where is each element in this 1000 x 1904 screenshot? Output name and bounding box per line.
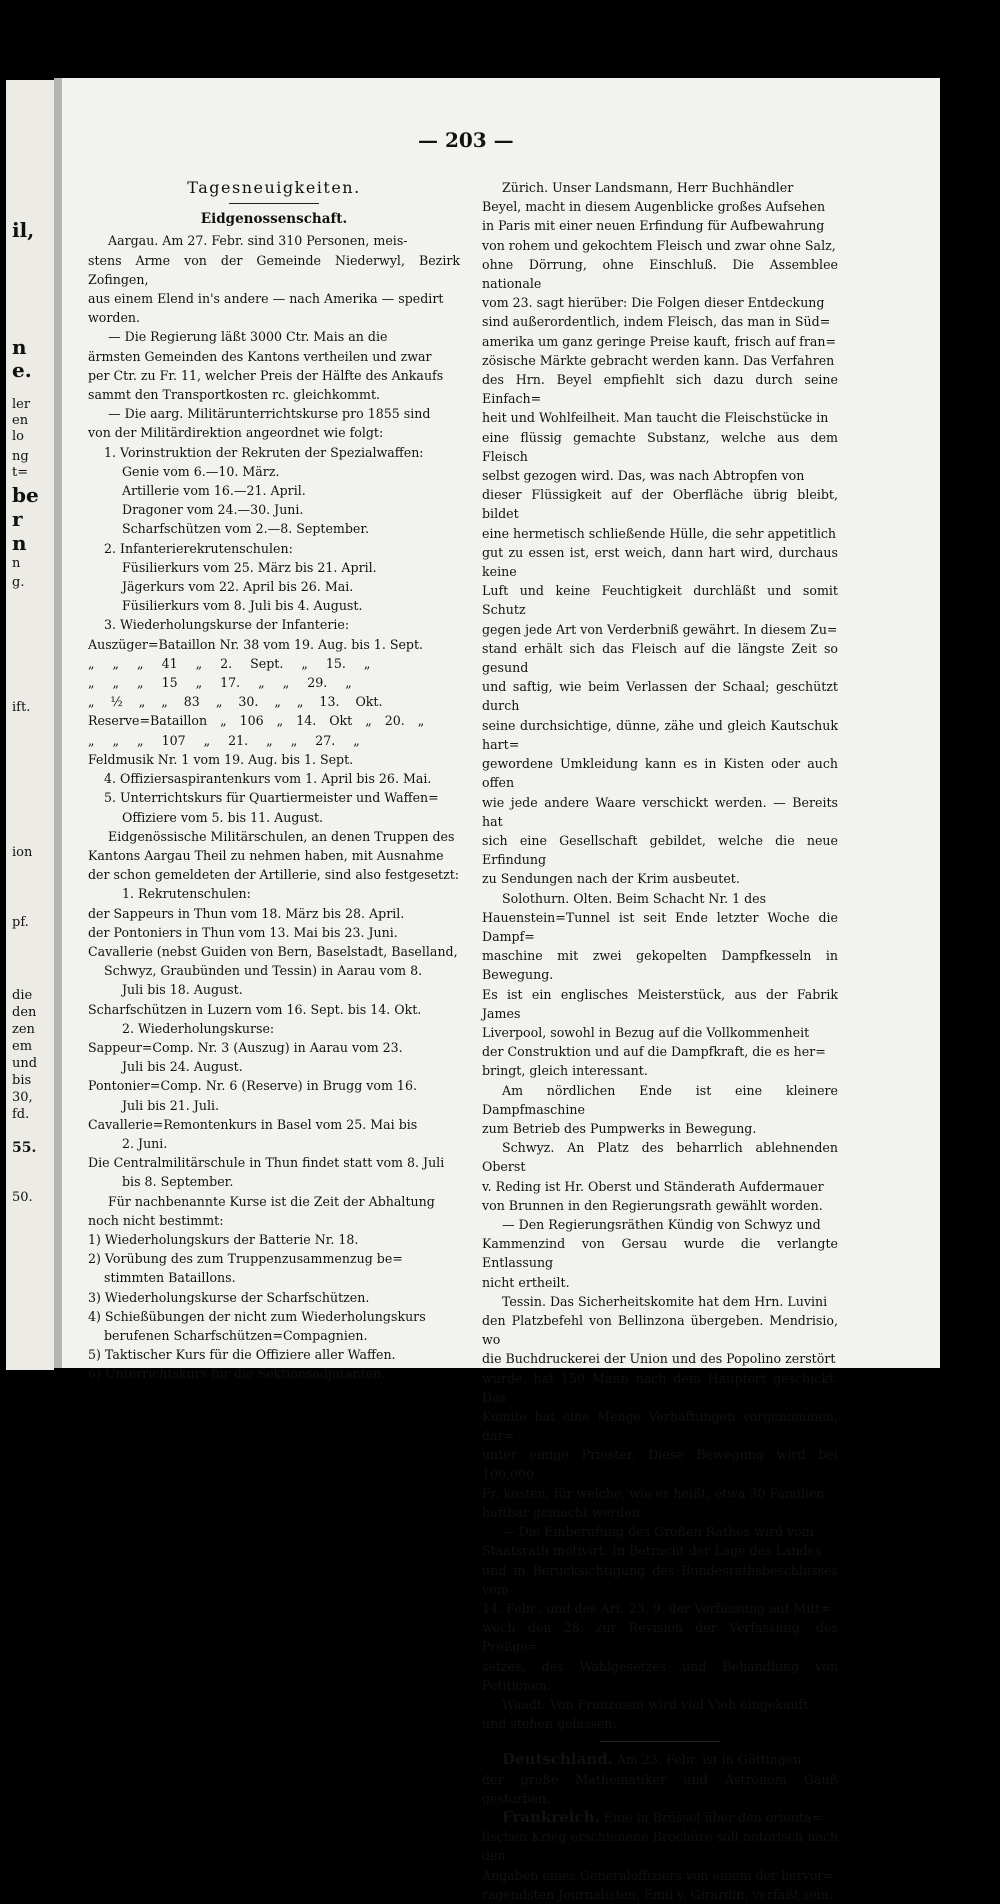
text-line: Juli bis 18. August. bbox=[122, 982, 243, 998]
fragment: ift. bbox=[12, 700, 31, 715]
book-gutter bbox=[54, 78, 62, 1368]
text-line: „ „ „ 107 „ 21. „ „ 27. „ bbox=[88, 732, 360, 748]
text-line: Jägerkurs vom 22. April bis 26. Mai. bbox=[122, 579, 354, 595]
text-line: 4) Schießübungen der nicht zum Wiederholungskurs bbox=[88, 1308, 426, 1324]
text-line: Solothurn. Olten. Beim Schacht Nr. 1 des bbox=[502, 890, 767, 906]
text-line: eine hermetisch schließende Hülle, die sehr appetitlich bbox=[482, 525, 837, 541]
fragment: t= bbox=[12, 465, 29, 480]
text-line: maschine mit zwei gekopelten Dampfkesseln in Bewegung. bbox=[482, 948, 838, 983]
text-line: des Hrn. Beyel empfiehlt sich dazu durch seine Einfach= bbox=[482, 372, 838, 407]
text-line: Cavallerie=Remontenkurs in Basel vom 25. Mai bis bbox=[88, 1116, 418, 1132]
text-line: und in Berücksichtigung des Bundesrathsbeschlusses vom bbox=[482, 1562, 838, 1597]
text-line: — Die Einberufung des Großen Rathes wird vom bbox=[502, 1524, 814, 1540]
text-line: der Construktion und auf die Dampfkraft, die es her= bbox=[482, 1044, 826, 1060]
text-line: berufenen Scharfschützen=Compagnien. bbox=[104, 1327, 368, 1343]
text-line: die Buchdruckerei der Union und des Popolino zerstört bbox=[482, 1351, 836, 1367]
text-line: Staatsrath motivirt: In Betracht der Lage des Landes bbox=[482, 1543, 822, 1559]
text-line: gut zu essen ist, erst weich, dann hart wird, durchaus keine bbox=[482, 544, 838, 580]
text-line: Scharfschützen in Luzern vom 16. Sept. bis 14. Okt. bbox=[88, 1001, 422, 1017]
text-line: Sappeur=Comp. Nr. 3 (Auszug) in Aarau vom 23. bbox=[88, 1039, 403, 1055]
text-line: den Platzbefehl von Bellinzona übergeben. Mendrisio, wo bbox=[482, 1312, 838, 1348]
fragment: den bbox=[12, 1005, 37, 1020]
text-line: vom 23. sagt hierüber: Die Folgen dieser Entdeckung bbox=[482, 295, 825, 311]
text-line: Kantons Aargau Theil zu nehmen haben, mit Ausnahme bbox=[88, 847, 444, 863]
text-line: Zürich. Unser Landsmann, Herr Buchhändler bbox=[502, 180, 794, 195]
fragment: bis bbox=[12, 1073, 32, 1088]
text-line: Juli bis 24. August. bbox=[122, 1059, 243, 1075]
text-line: 2. Infanterierekrutenschulen: bbox=[104, 540, 293, 556]
text-line: bis 8. September. bbox=[122, 1174, 234, 1190]
text-line: 6) Unterrichtskurs für die Sektionsadjutanten. bbox=[88, 1366, 386, 1382]
text-line: in Paris mit einer neuen Erfindung für Aufbewahrung bbox=[482, 218, 825, 234]
section-rule bbox=[600, 1741, 720, 1742]
text-line: 2) Vorübung des zum Truppenzusammenzug be= bbox=[88, 1251, 403, 1267]
deutschland-paragraph bbox=[482, 1750, 838, 1769]
fragment: zen bbox=[12, 1022, 35, 1037]
text-line: Cavallerie (nebst Guiden von Bern, Baselstadt, Baselland, bbox=[88, 943, 458, 959]
fragment: lo bbox=[12, 429, 24, 444]
fragment: 30, bbox=[12, 1090, 33, 1105]
text-line: Schwyz, Graubünden und Tessin) in Aarau vom 8. bbox=[104, 963, 423, 979]
text-line: Komite hat eine Menge Verhaftungen vorgenommen, dar= bbox=[482, 1409, 838, 1444]
text-line: ärmsten Gemeinden des Kantons vertheilen und zwar bbox=[88, 348, 432, 364]
text-line: amerika um ganz geringe Preise kauft, frisch auf fran= bbox=[482, 333, 837, 349]
text-line: noch nicht bestimmt: bbox=[88, 1212, 224, 1228]
text-line: Eidgenössische Militärschulen, an denen Truppen des bbox=[108, 828, 455, 844]
text-line: Eine in Brüssel über den orienta= bbox=[599, 1810, 823, 1826]
text-line: 1) Wiederholungskurs der Batterie Nr. 18. bbox=[88, 1231, 359, 1247]
text-line: Kammenzind von Gersau wurde die verlangte Entlassung bbox=[482, 1236, 838, 1271]
text-line: Scharfschützen vom 2.—8. September. bbox=[122, 521, 370, 537]
text-line: und stehen gelassen. bbox=[482, 1716, 617, 1732]
text-line: „ ½ „ „ 83 „ 30. „ „ 13. Okt. bbox=[88, 694, 383, 710]
text-line: v. Reding ist Hr. Oberst und Ständerath Aufdermauer bbox=[482, 1178, 824, 1194]
text-line: selbst gezogen wird. Das, was nach Abtropfen von bbox=[482, 468, 805, 484]
text-line: bringt, gleich interessant. bbox=[482, 1063, 648, 1079]
text-line: sich eine Gesellschaft gebildet, welche die neue Erfindung bbox=[482, 832, 838, 868]
fragment: g. bbox=[12, 575, 25, 590]
text-line: „ „ „ 15 „ 17. „ „ 29. „ bbox=[88, 675, 352, 691]
fragment: pf. bbox=[12, 915, 29, 930]
fragment: n bbox=[12, 531, 27, 555]
text-line: 5. Unterrichtskurs für Quartiermeister und Waffen= bbox=[104, 790, 439, 806]
text-line: Füsilierkurs vom 8. Juli bis 4. August. bbox=[122, 598, 363, 614]
text-line: worden. bbox=[88, 310, 141, 326]
text-line: der schon gemeldeten der Artillerie, sind also festgesetzt: bbox=[88, 867, 460, 883]
fragment: fd. bbox=[12, 1107, 30, 1122]
text-line: 1. Vorinstruktion der Rekruten der Spezialwaffen: bbox=[104, 444, 424, 460]
text-line: zu Sendungen nach der Krim ausbeutet. bbox=[482, 871, 740, 887]
text-line: Aargau. Am 27. Febr. sind 310 Personen, meis- bbox=[108, 233, 408, 249]
text-line: Offiziere vom 5. bis 11. August. bbox=[122, 809, 324, 825]
text-line: Reserve=Bataillon „ 106 „ 14. Okt „ 20. „ bbox=[88, 713, 425, 729]
text-line: zösische Märkte gebracht werden kann. Das Verfahren bbox=[482, 352, 835, 368]
text-line: von rohem und gekochtem Fleisch und zwar ohne Salz, bbox=[482, 237, 836, 253]
text-line: Genie vom 6.—10. März. bbox=[122, 463, 280, 479]
facing-page-edge bbox=[6, 80, 54, 1370]
text-line: Am nördlichen Ende ist eine kleinere Dampfmaschine bbox=[482, 1082, 838, 1117]
text-line: Beyel, macht in diesem Augenblicke großes Aufsehen bbox=[482, 199, 826, 215]
text-line: — Den Regierungsräthen Kündig von Schwyz und bbox=[502, 1216, 821, 1232]
text-line: Am 23. Febr. ist in Göttingen bbox=[612, 1752, 802, 1768]
text-line: 2. Wiederholungskurse: bbox=[122, 1020, 275, 1036]
text-line: haftbar gemacht werden. bbox=[482, 1505, 645, 1521]
text-line: stens Arme von der Gemeinde Niederwyl, Bezirk Zofingen, bbox=[88, 252, 460, 287]
fragment: r bbox=[12, 507, 23, 531]
fragment: be bbox=[12, 483, 39, 507]
right-column bbox=[482, 178, 838, 1904]
text-line: Angaben eines Generaloffiziers von einem der hervor= bbox=[482, 1867, 834, 1883]
text-line: Pontonier=Comp. Nr. 6 (Reserve) in Brugg vom 16. bbox=[88, 1078, 417, 1094]
text-line: Füsilierkurs vom 25. März bis 21. April. bbox=[122, 559, 377, 575]
text-line: — Die Regierung läßt 3000 Ctr. Mais an die bbox=[108, 329, 388, 345]
text-line: Luft und keine Feuchtigkeit durchläßt und somit Schutz bbox=[482, 583, 838, 618]
fragment: ng bbox=[12, 449, 29, 464]
text-line: 14. Febr., und des Art. 23, 9. der Verfassung auf Mitt= bbox=[482, 1601, 831, 1617]
text-line: setzes, des Wahlgesetzes und Behandlung von Petitionen. bbox=[482, 1658, 838, 1693]
text-line: Schwyz. An Platz des beharrlich ablehnenden Oberst bbox=[482, 1140, 838, 1175]
frankreich-heading: Frankreich. bbox=[502, 1808, 600, 1827]
text-line: und saftig, wie beim Verlassen der Schaal; geschützt durch bbox=[482, 679, 838, 714]
section-subheading: Eidgenossenschaft. bbox=[200, 211, 348, 228]
text-line: zum Betrieb des Pumpwerks in Bewegung. bbox=[482, 1120, 757, 1136]
text-line: 1. Rekrutenschulen: bbox=[122, 886, 251, 902]
text-line: der Sappeurs in Thun vom 18. März bis 28. April. bbox=[88, 905, 405, 921]
text-line: ragendsten Journalisten, Emil v. Girardin, verfaßt sein. bbox=[482, 1886, 833, 1902]
text-line: stand erhält sich das Fleisch auf die längste Zeit so gesund bbox=[482, 640, 838, 676]
text-line: Artillerie vom 16.—21. April. bbox=[122, 483, 306, 499]
fragment: und bbox=[12, 1056, 38, 1071]
text-line: Hauenstein=Tunnel ist seit Ende letzter Woche die Dampf= bbox=[482, 909, 838, 944]
section-heading: Tagesneuigkeiten. bbox=[187, 178, 361, 197]
text-line: Dragoner vom 24.—30. Juni. bbox=[122, 502, 304, 518]
text-line: der Pontoniers in Thun vom 13. Mai bis 23. Juni. bbox=[88, 924, 398, 940]
text-line: Für nachbenannte Kurse ist die Zeit der Abhaltung bbox=[108, 1193, 435, 1209]
text-line: lischen Krieg erschienene Brochüre soll notorisch nach den bbox=[482, 1829, 838, 1864]
fragment: e. bbox=[12, 358, 32, 382]
text-line: ohne Dörrung, ohne Einschluß. Die Assemblee nationale bbox=[482, 256, 838, 292]
fragment: ion bbox=[12, 845, 33, 860]
text-line: woch den 28. zur Revision der Verfassung, des Preßge= bbox=[482, 1620, 838, 1655]
text-line: per Ctr. zu Fr. 11, welcher Preis der Hälfte des Ankaufs bbox=[88, 367, 444, 383]
text-line: — Die aarg. Militärunterrichtskurse pro 1855 sind bbox=[108, 406, 431, 422]
text-line: „ „ „ 41 „ 2. Sept. „ 15. „ bbox=[88, 655, 371, 671]
text-line: gewordene Umkleidung kann es in Kisten oder auch offen bbox=[482, 756, 838, 791]
text-line: Es ist ein englisches Meisterstück, aus der Fabrik James bbox=[482, 986, 838, 1021]
text-line: 4. Offiziersaspirantenkurs vom 1. April bis 26. Mai. bbox=[104, 771, 432, 787]
heading-rule bbox=[229, 203, 319, 204]
text-line: 3) Wiederholungskurse der Scharfschützen. bbox=[88, 1289, 370, 1305]
text-line: von Brunnen in den Regierungsrath gewählt worden. bbox=[482, 1197, 823, 1213]
fragment: die bbox=[12, 988, 33, 1003]
text-line: Liverpool, sowohl in Bezug auf die Vollkommenheit bbox=[482, 1024, 810, 1040]
page-number: — 203 — bbox=[418, 128, 514, 152]
text-line: von der Militärdirektion angeordnet wie folgt: bbox=[88, 425, 384, 441]
fragment: il, bbox=[12, 218, 35, 242]
text-line: eine flüssig gemachte Substanz, welche aus dem Fleisch bbox=[482, 429, 838, 464]
fragment: em bbox=[12, 1039, 33, 1054]
text-line: stimmten Bataillons. bbox=[104, 1270, 236, 1286]
text-line: 2. Juni. bbox=[122, 1135, 168, 1151]
text-line: 3. Wiederholungskurse der Infanterie: bbox=[104, 617, 350, 633]
fragment: ler bbox=[12, 397, 31, 412]
text-line: dieser Flüssigkeit auf der Oberfläche übrig bleibt, bildet bbox=[482, 487, 838, 522]
text-line: Fr. kosten, für welche, wie es heißt, etwa 30 Familien bbox=[482, 1485, 825, 1501]
fragment: en bbox=[12, 413, 29, 428]
fragment: n bbox=[12, 556, 21, 571]
left-column bbox=[88, 178, 460, 1384]
text-line: Tessin. Das Sicherheitskomite hat dem Hrn. Luvini bbox=[502, 1293, 828, 1309]
text-line: 5) Taktischer Kurs für die Offiziere aller Waffen. bbox=[88, 1347, 396, 1363]
text-line: sind außerordentlich, indem Fleisch, das man in Süd= bbox=[482, 314, 831, 330]
text-line: Juli bis 21. Juli. bbox=[122, 1097, 220, 1113]
text-line: aus einem Elend in's andere — nach Amerika — spedirt bbox=[88, 291, 444, 307]
text-line: der große Mathematiker und Astronom Gauß gestorben. bbox=[482, 1771, 838, 1806]
frankreich-paragraph bbox=[482, 1808, 838, 1827]
fragment: 55. bbox=[12, 1140, 37, 1156]
text-line: heit und Wohlfeilheit. Man taucht die Fleischstücke in bbox=[482, 410, 829, 426]
text-line: seine durchsichtige, dünne, zähe und gleich Kautschuk hart= bbox=[482, 717, 838, 752]
text-line: unter einige Priester. Diese Bewegung wird bei 100,000 bbox=[482, 1447, 838, 1482]
text-line: Die Centralmilitärschule in Thun findet statt vom 8. Juli bbox=[88, 1155, 445, 1171]
text-line: wurde, hat 150 Mann nach dem Hauptort geschickt. Das bbox=[482, 1370, 838, 1405]
text-line: Feldmusik Nr. 1 vom 19. Aug. bis 1. Sept. bbox=[88, 751, 354, 767]
text-line: Auszüger=Bataillon Nr. 38 vom 19. Aug. bis 1. Sept. bbox=[88, 636, 424, 652]
deutschland-heading: Deutschland. bbox=[502, 1750, 613, 1769]
text-line: wie jede andere Waare verschickt werden. — Bereits hat bbox=[482, 794, 838, 829]
text-line: Waadt. Von Franzosen wird viel Vieh eingekauft bbox=[502, 1697, 809, 1713]
text-line: nicht ertheilt. bbox=[482, 1274, 570, 1290]
fragment: 50. bbox=[12, 1190, 33, 1205]
fragment: n bbox=[12, 335, 27, 359]
text-line: sammt den Transportkosten rc. gleichkommt. bbox=[88, 387, 381, 403]
text-line: gegen jede Art von Verderbniß gewährt. In diesem Zu= bbox=[482, 621, 838, 637]
